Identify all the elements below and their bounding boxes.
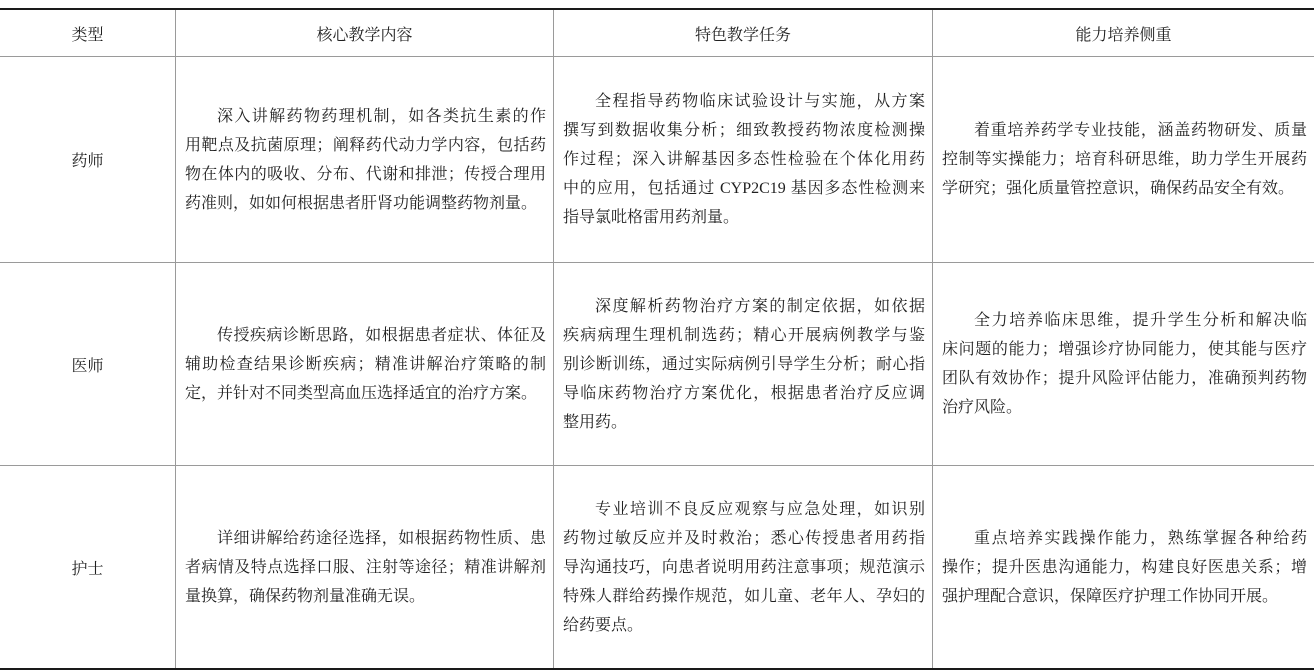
row-nurse-tasks-text: [563, 495, 925, 640]
text-line: 深度解析药物治疗方案的制定依据，如依据: [595, 297, 925, 315]
text-line: 用靶点及抗菌原理；阐释药代动力学内容，包括药: [185, 136, 546, 154]
text-line: 者病情及特点选择口服、注射等途径；精准讲解剂: [185, 558, 546, 576]
row-pharmacist-core-cell: [176, 57, 554, 263]
row-nurse-tasks-cell: [554, 466, 933, 668]
text-line: 定，并针对不同类型高血压选择适宜的治疗方案。: [185, 384, 538, 402]
header-special-tasks-label: 特色教学任务: [694, 26, 791, 44]
row-pharmacist-type: 药师: [71, 153, 104, 170]
row-nurse-focus-cell: [933, 466, 1314, 668]
row-nurse-core-text: [185, 524, 546, 611]
text-line: 全程指导药物临床试验设计与实施，从方案: [595, 93, 925, 110]
row-pharmacist-core-text: [185, 102, 546, 218]
text-line: 给药要点。: [563, 616, 644, 634]
header-core-content-label: 核心教学内容: [316, 26, 413, 44]
text-line: 详细讲解给药途径选择，如根据药物性质、患: [217, 529, 546, 547]
text-line: 床问题的能力；增强诊疗协同能力，使其能与医疗: [942, 341, 1307, 358]
header-ability-focus-label: 能力培养侧重: [1075, 26, 1172, 44]
text-line: 控制等实操能力；培育科研思维，助力学生开展药: [942, 151, 1307, 168]
text-line: 导沟通技巧，向患者说明用药注意事项；规范演示: [563, 558, 925, 576]
row-pharmacist-type-cell: [0, 57, 176, 263]
row-physician-type-cell: [0, 263, 176, 466]
text-line: 导临床药物治疗方案优化，根据患者治疗反应调: [563, 384, 925, 402]
text-line: 强护理配合意识，保障医疗护理工作协同开展。: [942, 587, 1279, 605]
header-cell-special-tasks: [554, 10, 933, 57]
row-nurse-type-cell: [0, 466, 176, 668]
row-physician-focus-text: [942, 306, 1307, 422]
text-line: 传授疾病诊断思路，如根据患者症状、体征及: [217, 326, 546, 344]
text-line: 药准则，如如何根据患者肝肾功能调整药物剂量。: [185, 194, 538, 212]
text-line: 学研究；强化质量管控意识，确保药品安全有效。: [942, 180, 1295, 197]
text-line: 量换算，确保药物剂量准确无误。: [185, 587, 426, 605]
header-cell-ability-focus: [933, 10, 1314, 57]
text-line: 重点培养实践操作能力，熟练掌握各种给药: [974, 529, 1307, 547]
text-line: 物在体内的吸收、分布、代谢和排泄；传授合理用: [185, 165, 546, 183]
header-cell-type: [0, 10, 176, 57]
row-physician-core-cell: [176, 263, 554, 466]
teaching-comparison-table: [0, 8, 1314, 670]
text-line: 全力培养临床思维，提升学生分析和解决临: [974, 312, 1307, 329]
text-line: 指导氯吡格雷用药剂量。: [563, 209, 740, 226]
row-pharmacist-focus-cell: [933, 57, 1314, 263]
text-line: 着重培养药学专业技能，涵盖药物研发、质量: [974, 122, 1307, 139]
header-type-label: 类型: [71, 26, 104, 44]
text-line: 操作；提升医患沟通能力，构建良好医患关系；增: [942, 558, 1307, 576]
text-line: 作过程；深入讲解基因多态性检验在个体化用药: [563, 151, 925, 168]
text-line: 深入讲解药物药理机制，如各类抗生素的作: [217, 107, 546, 125]
text-line: 专业培训不良反应观察与应急处理，如识别: [595, 500, 925, 518]
row-physician-type: 医师: [71, 357, 104, 375]
text-line: 别诊断训练，通过实际病例引导学生分析；耐心指: [563, 355, 925, 373]
text-line: 团队有效协作；提升风险评估能力，准确预判药物: [942, 370, 1307, 387]
row-nurse-focus-text: [942, 524, 1307, 611]
row-nurse-type: 护士: [71, 560, 104, 578]
text-line: 整用药。: [563, 413, 628, 431]
row-nurse-core-cell: [176, 466, 554, 668]
row-pharmacist-focus-text: [942, 116, 1307, 203]
row-pharmacist-tasks-cell: [554, 57, 933, 263]
text-line: 撰写到数据收集分析；细致教授药物浓度检测操: [563, 122, 925, 139]
text-line: 治疗风险。: [942, 399, 1023, 416]
header-cell-core-content: [176, 10, 554, 57]
row-physician-focus-cell: [933, 263, 1314, 466]
text-line: 特殊人群给药操作规范，如儿童、老年人、孕妇的: [563, 587, 925, 605]
text-line: 药物过敏反应并及时救治；悉心传授患者用药指: [563, 529, 925, 547]
text-line: 中的应用，包括通过 CYP2C19 基因多态性检测来: [563, 180, 925, 197]
text-line: 疾病病理生理机制选药；精心开展病例教学与鉴: [563, 326, 925, 344]
row-physician-tasks-text: [563, 292, 925, 437]
row-physician-core-text: [185, 321, 546, 408]
row-pharmacist-tasks-text: [563, 87, 925, 232]
row-physician-tasks-cell: [554, 263, 933, 466]
text-line: 辅助检查结果诊断疾病；精准讲解治疗策略的制: [185, 355, 546, 373]
